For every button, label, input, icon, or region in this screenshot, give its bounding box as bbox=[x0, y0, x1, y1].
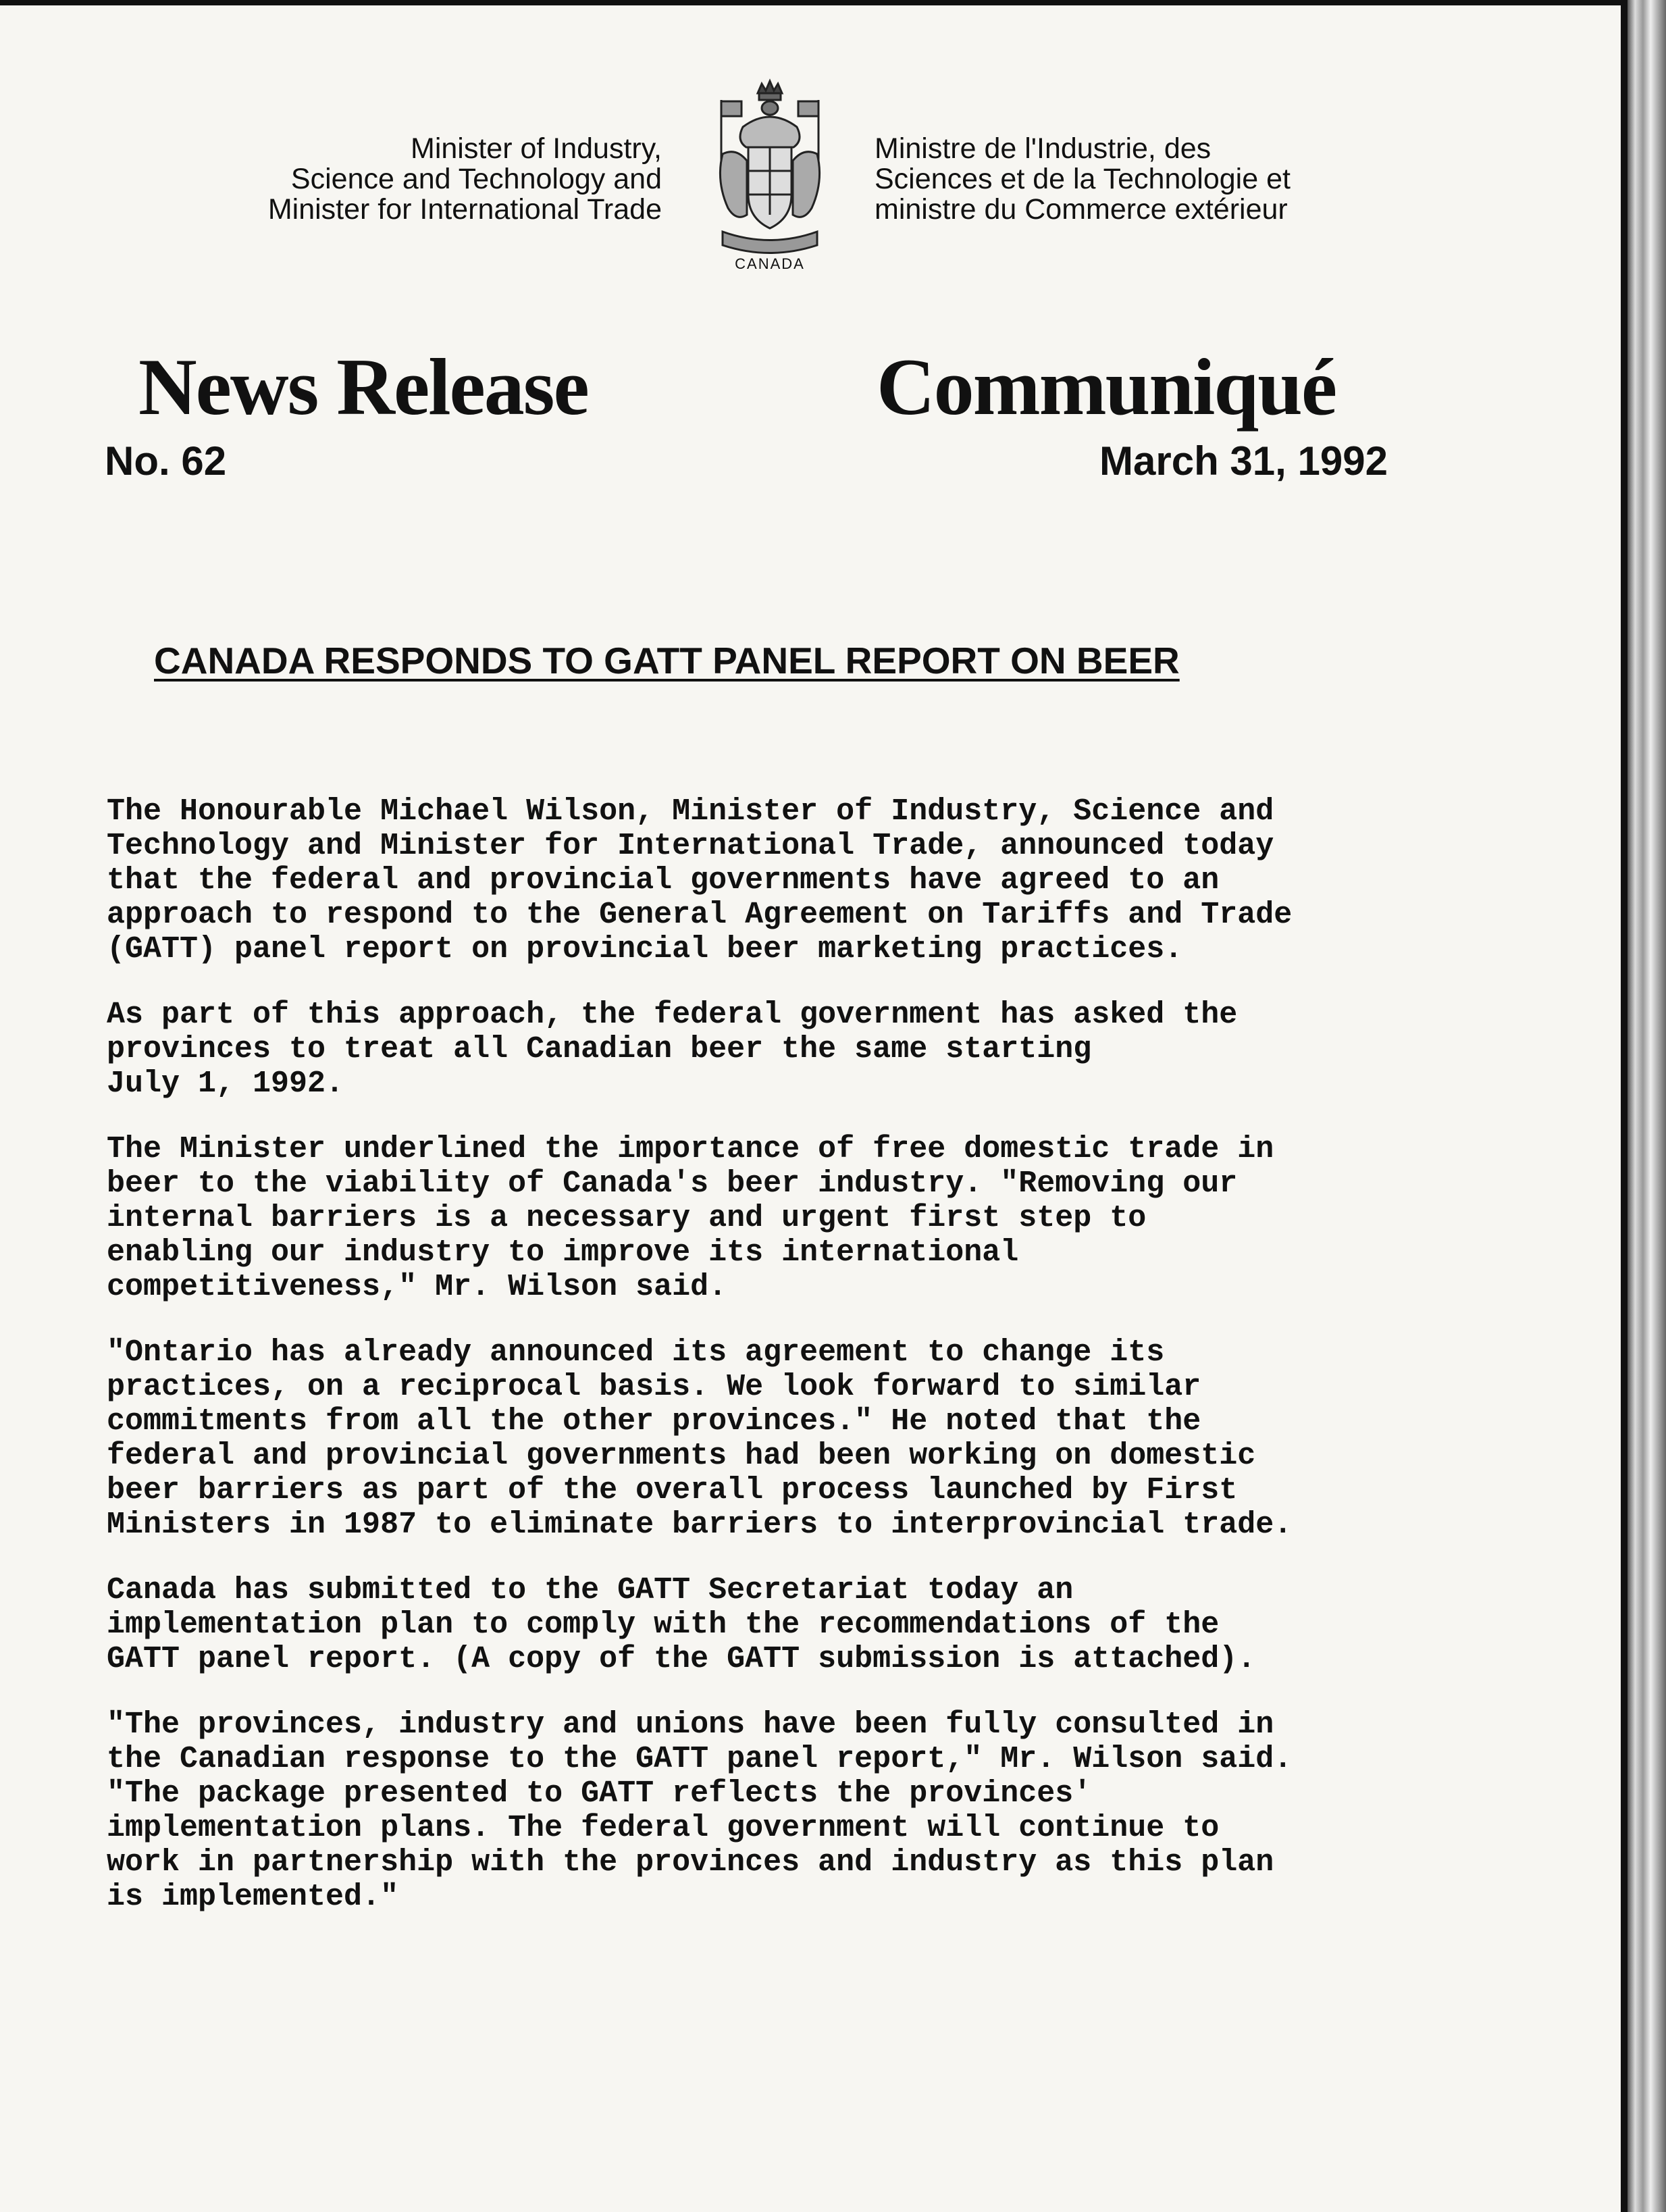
release-date: March 31, 1992 bbox=[1099, 438, 1388, 484]
body-paragraph: "Ontario has already announced its agreement to change its practices, on a reciprocal basis. We look forward to similar commitments from all the other provinces." He noted that the federal and provincial governments had been working on domestic beer barriers as part of the overall process launched by First Ministers in 1987 to eliminate barriers to interprovincial trade. bbox=[107, 1335, 1293, 1542]
body-paragraph: Canada has submitted to the GATT Secretariat today an implementation plan to comply with the recommendations of the GATT panel report. (A copy of the GATT submission is attached). bbox=[107, 1573, 1256, 1676]
minister-title-french bbox=[875, 134, 1415, 225]
coat-of-arms-icon bbox=[702, 70, 837, 279]
minister-fr-line: Sciences et de la Technologie et bbox=[875, 163, 1291, 195]
body-paragraph: The Honourable Michael Wilson, Minister of Industry, Science and Technology and Minister for International Trade, announced today that the federal and provincial governments have agreed to an approach to respond to the General Agreement on Tariffs and Trade (GATT) panel report on provincial beer marketing practices. bbox=[107, 794, 1293, 967]
minister-title-english bbox=[135, 134, 662, 225]
news-release-title: News Release bbox=[138, 342, 588, 432]
arms-label: CANADA bbox=[735, 255, 805, 272]
communique-title: Communiqué bbox=[877, 342, 1336, 432]
minister-en-line: Science and Technology and bbox=[290, 163, 662, 195]
minister-en-line: Minister for International Trade bbox=[267, 193, 662, 226]
headline: CANADA RESPONDS TO GATT PANEL REPORT ON BEER bbox=[154, 640, 1180, 681]
minister-fr-line: Ministre de l'Industrie, des bbox=[875, 132, 1212, 165]
release-number: No. 62 bbox=[105, 438, 227, 484]
minister-fr-line: ministre du Commerce extérieur bbox=[875, 193, 1288, 226]
body-paragraph: "The provinces, industry and unions have been fully consulted in the Canadian response to the GATT panel report," Mr. Wilson said. "The package presented to GATT reflects the provinces' implementation plans. The federal government will continue to work in partnership with the provinces and industry as this plan is implemented." bbox=[107, 1707, 1293, 1914]
release-body bbox=[107, 794, 1559, 1945]
body-paragraph: The Minister underlined the importance of free domestic trade in beer to the viability of Canada's beer industry. "Removing our internal barriers is a necessary and urgent first step to enabling our industry to improve its international competitiveness," Mr. Wilson said. bbox=[107, 1132, 1274, 1304]
minister-en-line: Minister of Industry, bbox=[411, 132, 662, 165]
page-edge bbox=[1628, 0, 1666, 2212]
body-paragraph: As part of this approach, the federal government has asked the provinces to treat all Canadian beer the same starting July 1, 1992. bbox=[107, 998, 1238, 1101]
